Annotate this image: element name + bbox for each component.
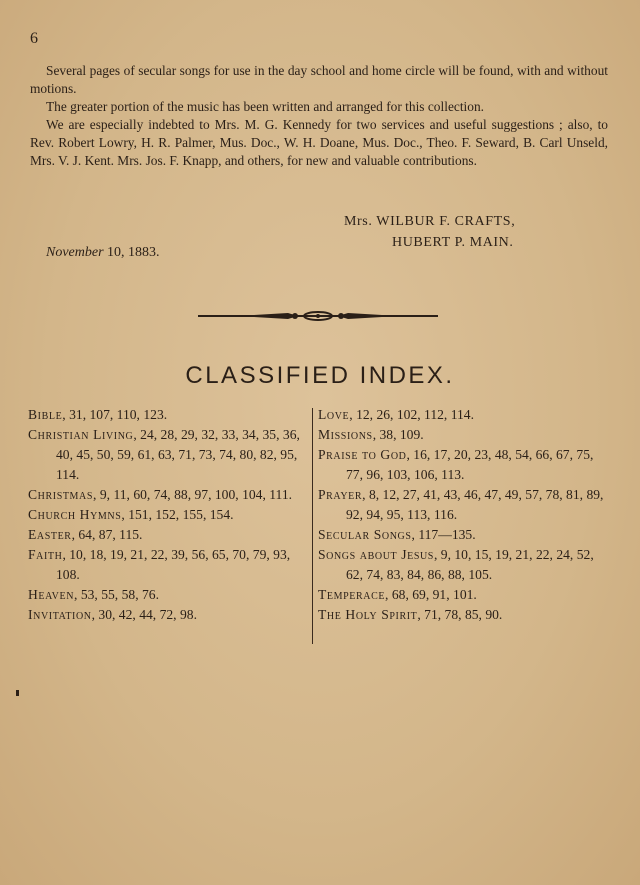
- ink-speck: [16, 690, 19, 696]
- index-entry: [28, 505, 310, 525]
- index-topic: Invitation: [28, 607, 92, 622]
- index-topic: Missions: [318, 427, 373, 442]
- index-entry: [318, 525, 610, 545]
- index-topic: Easter: [28, 527, 72, 542]
- index-topic: Prayer: [318, 487, 363, 502]
- index-pages: , 10, 18, 19, 21, 22, 39, 56, 65, 70, 79, 93, 108.: [56, 547, 291, 582]
- index-pages: , 71, 78, 85, 90.: [417, 607, 503, 622]
- index-title: CLASSIFIED INDEX.: [185, 362, 455, 389]
- index-topic: Temperace: [318, 587, 386, 602]
- index-entry: [28, 545, 310, 585]
- index-topic: Secular Songs: [318, 527, 412, 542]
- index-entry: [318, 485, 610, 525]
- index-entry: [28, 605, 310, 625]
- index-entry: [318, 405, 610, 425]
- index-column-right: [318, 405, 610, 625]
- index-entry: [318, 605, 610, 625]
- page-number: 6: [30, 30, 38, 47]
- index-topic: Bible: [28, 407, 63, 422]
- index-topic: Christian Living: [28, 427, 134, 442]
- index-pages: , 9, 11, 60, 74, 88, 97, 100, 104, 111.: [93, 487, 293, 502]
- index-pages: , 30, 42, 44, 72, 98.: [91, 607, 197, 622]
- preface-paragraph: The greater portion of the music has been written and arranged for this collection.: [46, 99, 485, 114]
- index-pages: , 151, 152, 155, 154.: [121, 507, 234, 522]
- index-pages: , 9, 10, 15, 19, 21, 22, 24, 52, 62, 74, 83, 84, 86, 88, 105.: [346, 547, 594, 582]
- index-entry: [318, 445, 610, 485]
- index-entry: [28, 525, 310, 545]
- index-pages: , 24, 28, 29, 32, 33, 34, 35, 36, 40, 45, 50, 59, 61, 63, 71, 73, 74, 80, 82, 95, 114.: [56, 427, 300, 482]
- index-entry: [28, 485, 310, 505]
- index-entry: [318, 585, 610, 605]
- index-pages: , 68, 69, 91, 101.: [385, 587, 477, 602]
- column-divider: [312, 408, 313, 644]
- signer-name: HUBERT P. MAIN.: [392, 235, 514, 250]
- index-topic: Christmas: [28, 487, 94, 502]
- index-entry: [28, 585, 310, 605]
- date-month: November: [46, 245, 104, 260]
- index-pages: , 8, 12, 27, 41, 43, 46, 47, 49, 57, 78, 81, 89, 92, 94, 95, 113, 116.: [346, 487, 604, 522]
- index-pages: , 53, 55, 58, 76.: [74, 587, 159, 602]
- date-rest: 10, 1883.: [103, 245, 160, 260]
- signer-name: Mrs. WILBUR F. CRAFTS,: [344, 214, 516, 229]
- preface-date: [46, 245, 160, 261]
- signatures: [344, 211, 515, 253]
- index-pages: , 16, 17, 20, 23, 48, 54, 66, 67, 75, 77, 96, 103, 106, 113.: [346, 447, 594, 482]
- index-topic: Church Hymns: [28, 507, 122, 522]
- index-topic: Faith: [28, 547, 63, 562]
- index-entry: [28, 405, 310, 425]
- index-topic: The Holy Spirit: [318, 607, 418, 622]
- index-topic: Praise to God: [318, 447, 407, 462]
- preface-paragraph: Several pages of secular songs for use in the day school and home circle will be found, with and without motions.: [30, 63, 608, 96]
- index-pages: , 12, 26, 102, 112, 114.: [349, 407, 474, 422]
- preface-paragraph: We are especially indebted to Mrs. M. G. Kennedy for two services and useful suggestions ; also, to Rev. Robert Lowry, H. R. Palmer, Mus. Doc., W. H. Doane, Mus. Doc., Theo. F. Seward, B. Carl Unseld, Mrs. V. J. Kent. Mrs. Jos. F. Knapp, and others, for new and valuable contributions.: [30, 117, 608, 168]
- index-topic: Songs about Jesus: [318, 547, 434, 562]
- index-entry: [318, 545, 610, 585]
- index-topic: Heaven: [28, 587, 75, 602]
- index-pages: , 64, 87, 115.: [71, 527, 143, 542]
- index-entry: [318, 425, 610, 445]
- index-pages: , 38, 109.: [372, 427, 424, 442]
- index-topic: Love: [318, 407, 350, 422]
- preface-text: [30, 62, 608, 170]
- index-entry: [28, 425, 310, 485]
- index-column-left: [28, 405, 310, 625]
- index-pages: , 31, 107, 110, 123.: [62, 407, 168, 422]
- index-pages: , 117—135.: [411, 527, 476, 542]
- ornamental-rule: [198, 309, 438, 323]
